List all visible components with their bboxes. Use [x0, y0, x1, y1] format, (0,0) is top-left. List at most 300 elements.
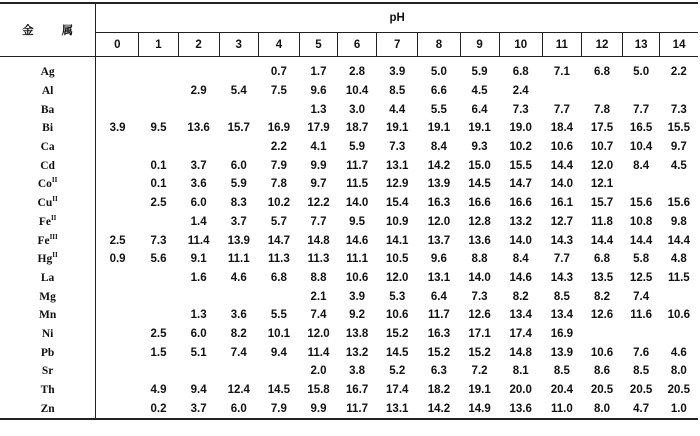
value-cell: 1.6: [190, 271, 207, 284]
value-cell: 14.4: [590, 234, 614, 247]
table-row: [0, 343, 698, 362]
value-cell: 8.2: [594, 290, 611, 303]
value-cell: 7.2: [471, 365, 488, 378]
value-cell: 17.9: [307, 122, 330, 135]
ph-column-header-5: 5: [299, 33, 337, 57]
value-cell: 14.2: [427, 402, 451, 415]
value-cell: 12.0: [386, 271, 409, 284]
value-cell: [219, 138, 258, 157]
ph-column-header-3: 3: [219, 33, 258, 57]
value-cell: 15.5: [667, 122, 691, 135]
value-cell: [139, 287, 178, 306]
value-cell: 14.4: [550, 159, 574, 172]
value-cell: 6.8: [594, 253, 611, 266]
ph-column-header-13: 13: [623, 33, 660, 57]
value-cell: 16.3: [427, 197, 451, 210]
value-cell: 15.7: [227, 122, 250, 135]
metal-name: $Fe^{III}$: [37, 232, 58, 247]
value-cell: 10.8: [629, 215, 653, 228]
value-cell: [96, 362, 139, 381]
value-cell: [139, 138, 178, 157]
value-cell: [96, 100, 139, 119]
metal-name: $Cu^{II}$: [37, 195, 58, 210]
value-cell: [139, 100, 178, 119]
value-cell: 2.8: [349, 66, 366, 79]
value-cell: 8.5: [553, 290, 570, 303]
value-cell: [623, 325, 660, 344]
value-cell: 13.9: [550, 346, 574, 359]
value-cell: 2.5: [150, 197, 167, 210]
value-cell: 11.8: [591, 215, 613, 228]
value-cell: [258, 100, 299, 119]
metal-name: Ag: [40, 66, 55, 79]
value-cell: 15.8: [307, 384, 330, 397]
table-body: [0, 57, 698, 420]
value-cell: 7.9: [270, 402, 287, 415]
metal-name: La: [40, 271, 55, 284]
value-cell: 10.4: [629, 141, 653, 154]
ph-column-header-8: 8: [418, 33, 460, 57]
value-cell: 14.5: [267, 384, 291, 397]
value-cell: 0.7: [270, 66, 287, 79]
value-cell: 9.5: [349, 215, 366, 228]
value-cell: 6.0: [230, 402, 247, 415]
value-cell: 5.7: [270, 215, 287, 228]
metal-name: Mg: [39, 290, 56, 303]
value-cell: 11.1: [346, 253, 368, 266]
value-cell: 7.6: [633, 346, 650, 359]
value-cell: 2.5: [150, 327, 167, 340]
value-cell: 10.6: [667, 309, 691, 322]
value-cell: 14.4: [629, 234, 653, 247]
value-cell: 15.0: [468, 159, 491, 172]
value-cell: 9.9: [310, 159, 327, 172]
metal-name: Th: [40, 384, 55, 397]
ph-column-header-4: 4: [258, 33, 299, 57]
log-alpha-table: [0, 2, 698, 420]
value-cell: [96, 194, 139, 213]
value-cell: 9.8: [670, 215, 687, 228]
value-cell: 8.4: [512, 253, 529, 266]
value-cell: 7.4: [310, 309, 327, 322]
value-cell: 13.2: [345, 346, 369, 359]
value-cell: 8.0: [594, 402, 611, 415]
value-cell: [219, 287, 258, 306]
table-row: [0, 269, 698, 288]
value-cell: 14.1: [386, 234, 409, 247]
value-cell: 13.9: [227, 234, 250, 247]
value-cell: 11.5: [346, 178, 368, 191]
value-cell: 12.8: [468, 215, 491, 228]
value-cell: [178, 100, 219, 119]
metal-column-header: [0, 3, 96, 57]
value-cell: 16.5: [629, 122, 653, 135]
value-cell: 7.3: [150, 234, 167, 247]
table-row: [0, 287, 698, 306]
ph-column-header-9: 9: [460, 33, 499, 57]
value-cell: [258, 362, 299, 381]
value-cell: 17.5: [590, 122, 614, 135]
value-cell: [178, 138, 219, 157]
value-cell: 10.2: [509, 141, 532, 154]
value-cell: 8.0: [670, 365, 687, 378]
value-cell: 3.6: [190, 178, 207, 191]
value-cell: 10.6: [550, 141, 574, 154]
value-cell: 7.4: [633, 290, 650, 303]
value-cell: 15.2: [386, 327, 409, 340]
value-cell: 11.7: [428, 309, 450, 322]
ph-column-header-14: 14: [660, 33, 698, 57]
value-cell: [178, 287, 219, 306]
value-cell: [139, 57, 178, 82]
value-cell: 7.3: [389, 141, 406, 154]
value-cell: 10.7: [590, 141, 614, 154]
value-cell: [96, 82, 139, 101]
value-cell: 20.0: [509, 384, 532, 397]
table-row: [0, 194, 698, 213]
ph-column-header-11: 11: [542, 33, 581, 57]
value-cell: 3.9: [96, 119, 139, 138]
value-cell: 9.1: [190, 253, 207, 266]
value-cell: 17.4: [386, 384, 409, 397]
value-cell: 8.4: [633, 159, 650, 172]
value-cell: 14.8: [307, 234, 330, 247]
metal-name: Mn: [38, 309, 57, 322]
value-cell: [96, 156, 139, 175]
value-cell: 0.1: [150, 159, 167, 172]
value-cell: 14.3: [550, 271, 574, 284]
value-cell: [96, 269, 139, 288]
value-cell: 1.5: [150, 346, 167, 359]
value-cell: 7.7: [553, 103, 570, 116]
value-cell: 5.9: [349, 141, 366, 154]
value-cell: 6.4: [430, 290, 447, 303]
metal-header-char-2: 属: [61, 25, 74, 37]
metal-name: Al: [41, 85, 54, 98]
value-cell: 18.7: [345, 122, 369, 135]
ph-column-header-10: 10: [499, 33, 542, 57]
value-cell: 18.4: [550, 122, 574, 135]
oxidation-state: II: [52, 195, 58, 204]
value-cell: [139, 269, 178, 288]
table-row: [0, 306, 698, 325]
value-cell: 12.2: [307, 197, 330, 210]
metal-name: Ni: [41, 327, 54, 340]
value-cell: 12.6: [468, 309, 491, 322]
metal-name: Ca: [40, 141, 55, 154]
value-cell: 14.0: [345, 197, 369, 210]
value-cell: 1.0: [670, 402, 687, 415]
value-cell: 3.7: [190, 159, 207, 172]
value-cell: 5.5: [270, 309, 287, 322]
value-cell: 11.3: [268, 253, 290, 266]
value-cell: [219, 100, 258, 119]
value-cell: 7.7: [310, 215, 327, 228]
value-cell: 13.6: [187, 122, 210, 135]
table-row: [0, 381, 698, 400]
value-cell: 6.3: [430, 365, 447, 378]
value-cell: 1.4: [190, 215, 207, 228]
value-cell: 17.4: [509, 327, 532, 340]
value-cell: 14.5: [386, 346, 409, 359]
value-cell: [581, 325, 622, 344]
value-cell: 2.9: [190, 85, 207, 98]
value-cell: 11.7: [346, 159, 368, 172]
value-cell: [660, 287, 698, 306]
value-cell: 14.7: [267, 234, 291, 247]
value-cell: 19.1: [468, 122, 491, 135]
value-cell: [623, 175, 660, 194]
value-cell: 6.8: [512, 66, 529, 79]
value-cell: 11.0: [551, 402, 573, 415]
value-cell: 8.3: [230, 197, 247, 210]
value-cell: 4.6: [230, 271, 247, 284]
value-cell: 5.5: [430, 103, 447, 116]
value-cell: 12.0: [427, 215, 451, 228]
value-cell: 5.1: [190, 346, 207, 359]
value-cell: [96, 306, 139, 325]
value-cell: 13.4: [509, 309, 532, 322]
value-cell: 5.2: [389, 365, 406, 378]
value-cell: 9.5: [150, 122, 167, 135]
value-cell: 19.1: [468, 384, 491, 397]
table-row: [0, 100, 698, 119]
value-cell: 20.5: [629, 384, 653, 397]
value-cell: 7.1: [553, 66, 570, 79]
value-cell: 13.1: [386, 159, 409, 172]
value-cell: 19.1: [427, 122, 451, 135]
value-cell: 1.3: [310, 103, 327, 116]
value-cell: 19.1: [386, 122, 409, 135]
metal-name: Zn: [40, 402, 55, 415]
value-cell: 3.8: [349, 365, 366, 378]
value-cell: 13.6: [468, 234, 491, 247]
metal-header-char-1: 金: [22, 25, 34, 37]
value-cell: 2.2: [670, 66, 687, 79]
value-cell: 3.7: [190, 402, 207, 415]
value-cell: 16.3: [427, 327, 451, 340]
value-cell: [660, 82, 698, 101]
value-cell: 7.9: [270, 159, 287, 172]
value-cell: 7.3: [670, 103, 687, 116]
value-cell: 12.7: [550, 215, 574, 228]
value-cell: 8.5: [389, 85, 406, 98]
value-cell: 15.4: [386, 197, 409, 210]
oxidation-state: II: [50, 214, 57, 223]
value-cell: 13.8: [345, 327, 369, 340]
value-cell: 12.0: [307, 327, 330, 340]
value-cell: [581, 82, 622, 101]
value-cell: 7.7: [633, 103, 650, 116]
value-cell: [96, 287, 139, 306]
metal-name: $Fe^{II}$: [38, 214, 57, 228]
value-cell: 5.4: [230, 85, 247, 98]
value-cell: 3.0: [349, 103, 366, 116]
value-cell: 12.4: [227, 384, 250, 397]
value-cell: 10.2: [267, 197, 291, 210]
value-cell: [139, 362, 178, 381]
value-cell: 5.8: [633, 253, 650, 266]
value-cell: 15.6: [667, 197, 691, 210]
value-cell: 16.9: [550, 327, 574, 340]
oxidation-state: II: [51, 176, 58, 185]
value-cell: [139, 213, 178, 232]
value-cell: 14.7: [509, 178, 532, 191]
value-cell: 12.1: [590, 178, 614, 191]
ph-column-header-12: 12: [581, 33, 622, 57]
table-row: [0, 119, 698, 138]
value-cell: 14.0: [550, 178, 574, 191]
ph-group-header: pH: [96, 3, 698, 33]
value-cell: [96, 343, 139, 362]
value-cell: 7.4: [230, 346, 247, 359]
value-cell: 7.5: [270, 85, 287, 98]
value-cell: 8.8: [471, 253, 488, 266]
value-cell: 7.3: [512, 103, 529, 116]
value-cell: 14.5: [468, 178, 491, 191]
value-cell: [96, 57, 139, 82]
value-cell: 15.7: [590, 197, 614, 210]
value-cell: 4.1: [310, 141, 327, 154]
ph-column-header-6: 6: [338, 33, 377, 57]
value-cell: 0.9: [96, 250, 139, 269]
value-cell: 6.0: [190, 327, 207, 340]
value-cell: 13.1: [386, 402, 409, 415]
ph-column-header-0: 0: [96, 33, 139, 57]
value-cell: 10.5: [386, 253, 409, 266]
value-cell: 11.4: [187, 234, 210, 247]
value-cell: 13.1: [427, 271, 451, 284]
value-cell: 6.0: [230, 159, 247, 172]
value-cell: 10.9: [386, 215, 409, 228]
value-cell: 6.6: [430, 85, 447, 98]
value-cell: [660, 325, 698, 344]
value-cell: 9.3: [471, 141, 488, 154]
metal-name: Ba: [40, 103, 55, 116]
value-cell: 10.1: [267, 327, 291, 340]
value-cell: 0.2: [150, 402, 167, 415]
metal-name: $Hg^{II}$: [37, 251, 58, 266]
value-cell: 7.8: [594, 103, 611, 116]
value-cell: 4.8: [670, 253, 687, 266]
value-cell: 5.0: [430, 66, 447, 79]
table-row: [0, 325, 698, 344]
value-cell: 13.6: [509, 402, 532, 415]
value-cell: [96, 175, 139, 194]
value-cell: 7.7: [553, 253, 570, 266]
value-cell: [96, 213, 139, 232]
ph-column-header-7: 7: [377, 33, 418, 57]
value-cell: 20.4: [550, 384, 574, 397]
table-row: [0, 213, 698, 232]
value-cell: 9.7: [670, 141, 687, 154]
value-cell: 5.9: [471, 66, 488, 79]
value-cell: 16.9: [267, 122, 291, 135]
value-cell: 5.3: [389, 290, 406, 303]
value-cell: 17.1: [468, 327, 491, 340]
value-cell: 0.1: [150, 178, 167, 191]
value-cell: 14.6: [509, 271, 532, 284]
value-cell: 11.3: [307, 253, 330, 266]
value-cell: [139, 306, 178, 325]
value-cell: 4.7: [633, 402, 650, 415]
value-cell: 4.5: [670, 159, 687, 172]
value-cell: 9.6: [310, 85, 327, 98]
value-cell: 8.5: [633, 365, 650, 378]
value-cell: 10.6: [590, 346, 614, 359]
value-cell: 9.4: [270, 346, 287, 359]
value-cell: [178, 57, 219, 82]
value-cell: 6.8: [270, 271, 287, 284]
value-cell: 8.4: [430, 141, 447, 154]
value-cell: 3.9: [389, 66, 406, 79]
value-cell: 19.0: [509, 122, 532, 135]
value-cell: 9.7: [310, 178, 327, 191]
value-cell: 1.3: [190, 309, 207, 322]
value-cell: 5.6: [150, 253, 167, 266]
value-cell: [139, 82, 178, 101]
value-cell: 4.5: [471, 85, 488, 98]
value-cell: 5.9: [230, 178, 247, 191]
value-cell: [623, 82, 660, 101]
value-cell: 18.2: [427, 384, 451, 397]
metal-name: Cd: [40, 159, 55, 172]
value-cell: 12.0: [590, 159, 614, 172]
value-cell: 13.4: [550, 309, 574, 322]
table-row: [0, 231, 698, 250]
value-cell: 2.4: [512, 85, 529, 98]
value-cell: 4.9: [150, 384, 167, 397]
value-cell: 6.8: [594, 66, 611, 79]
value-cell: 5.0: [633, 66, 650, 79]
value-cell: 14.6: [345, 234, 369, 247]
value-cell: 15.6: [629, 197, 653, 210]
value-cell: 15.2: [468, 346, 491, 359]
value-cell: 13.2: [509, 215, 532, 228]
value-cell: 4.6: [670, 346, 687, 359]
value-cell: 8.2: [512, 290, 529, 303]
value-cell: 10.4: [345, 85, 369, 98]
value-cell: 2.1: [310, 290, 327, 303]
value-cell: [96, 381, 139, 400]
value-cell: 14.4: [667, 234, 691, 247]
value-cell: 2.2: [270, 141, 287, 154]
value-cell: 14.0: [468, 271, 491, 284]
value-cell: [219, 57, 258, 82]
value-cell: 20.5: [667, 384, 691, 397]
value-cell: [219, 362, 258, 381]
value-cell: 14.2: [427, 159, 451, 172]
value-cell: 11.1: [227, 253, 250, 266]
value-cell: 11.4: [307, 346, 330, 359]
value-cell: 3.7: [230, 215, 247, 228]
value-cell: 8.5: [553, 365, 570, 378]
metal-name: Pb: [40, 346, 55, 359]
value-cell: 6.0: [190, 197, 207, 210]
value-cell: 10.6: [345, 271, 369, 284]
value-cell: 16.6: [509, 197, 532, 210]
oxidation-state: II: [52, 251, 58, 260]
value-cell: [258, 287, 299, 306]
value-cell: 9.4: [190, 384, 207, 397]
value-cell: 11.6: [630, 309, 652, 322]
table-row: [0, 399, 698, 419]
value-cell: [96, 325, 139, 344]
value-cell: 16.7: [345, 384, 369, 397]
value-cell: 12.9: [386, 178, 409, 191]
value-cell: 7.8: [270, 178, 287, 191]
table-row: [0, 175, 698, 194]
